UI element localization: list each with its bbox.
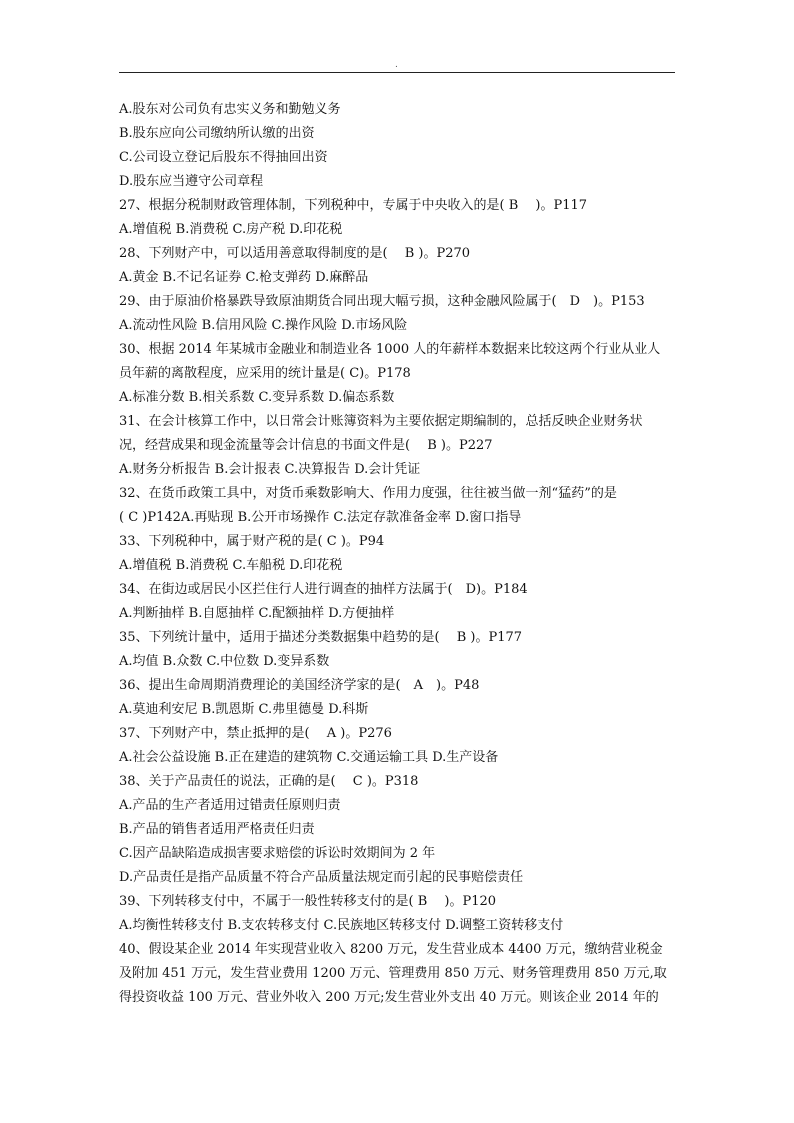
question-37: 37、下列财产中，禁止抵押的是( A )。P276 [119, 726, 392, 741]
question-40-line-1: 40、假设某企业 2014 年实现营业收入 8200 万元，发生营业成本 4400 万元，缴纳营业税金 [119, 942, 663, 957]
question-29: 29、由于原油价格暴跌导致原油期货合同出现大幅亏损，这种金融风险属于( D )。P153 [119, 294, 645, 309]
question-33: 33、下列税种中，属于财产税的是( C )。P94 [119, 534, 385, 549]
question-37-options: A.社会公益设施 B.正在建造的建筑物 C.交通运输工具 D.生产设备 [119, 750, 499, 765]
question-32-line-2: ( C )P142A.再贴现 B.公开市场操作 C.法定存款准备金率 D.窗口指导 [119, 510, 522, 525]
question-35: 35、下列统计量中，适用于描述分类数据集中趋势的是( B )。P177 [119, 630, 523, 645]
question-33-options: A.增值税 B.消费税 C.车船税 D.印花税 [119, 558, 343, 573]
option-b-text: B.股东应向公司缴纳所认缴的出资 [119, 126, 315, 141]
question-28: 28、下列财产中，可以适用善意取得制度的是( B )。P270 [119, 246, 471, 261]
question-32-line-1: 32、在货币政策工具中，对货币乘数影响大、作用力度强，往往被当做一剂“猛药”的是 [119, 486, 617, 501]
option-d-text: D.股东应当遵守公司章程 [119, 174, 264, 189]
question-38-option-b: B.产品的销售者适用严格责任归责 [119, 822, 315, 837]
question-27-options: A.增值税 B.消费税 C.房产税 D.印花税 [119, 222, 343, 237]
question-40-line-2: 及附加 451 万元，发生营业费用 1200 万元、管理费用 850 万元、财务管理费用 850 万元,取 [119, 966, 667, 981]
question-38: 38、关于产品责任的说法，正确的是( C )。P318 [119, 774, 419, 789]
question-31-line-1: 31、在会计核算工作中，以日常会计账簿资料为主要依据定期编制的，总括反映企业财务状 [119, 414, 643, 429]
question-30-line-1: 30、根据 2014 年某城市金融业和制造业各 1000 人的年薪样本数据来比较这两个行业从业人 [119, 342, 661, 357]
question-30-line-2: 员年薪的离散程度，应采用的统计量是( C)。P178 [119, 366, 411, 381]
question-29-options: A.流动性风险 B.信用风险 C.操作风险 D.市场风险 [119, 318, 408, 333]
question-38-option-a: A.产品的生产者适用过错责任原则归责 [119, 798, 341, 813]
option-c-text: C.公司设立登记后股东不得抽回出资 [119, 150, 328, 165]
question-35-options: A.均值 B.众数 C.中位数 D.变异系数 [119, 654, 330, 669]
question-38-option-d: D.产品责任是指产品质量不符合产品质量法规定而引起的民事赔偿责任 [119, 870, 524, 885]
header-rule [119, 72, 675, 73]
question-40-line-3: 得投资收益 100 万元、营业外收入 200 万元;发生营业外支出 40 万元。则该企业 2014 年的 [119, 990, 659, 1005]
question-34-options: A.判断抽样 B.自愿抽样 C.配额抽样 D.方便抽样 [119, 606, 395, 621]
header-mark: . [395, 60, 398, 70]
question-36-options: A.莫迪利安尼 B.凯恩斯 C.弗里德曼 D.科斯 [119, 702, 369, 717]
question-39-options: A.均衡性转移支付 B.支农转移支付 C.民族地区转移支付 D.调整工资转移支付 [119, 918, 564, 933]
question-28-options: A.黄金 B.不记名证券 C.枪支弹药 D.麻醉品 [119, 270, 369, 285]
document-body [119, 98, 679, 1010]
question-34: 34、在街边或居民小区拦住行人进行调查的抽样方法属于( D)。P184 [119, 582, 528, 597]
question-31-line-2: 况，经营成果和现金流量等会计信息的书面文件是( B )。P227 [119, 438, 493, 453]
question-30-options: A.标准分数 B.相关系数 C.变异系数 D.偏态系数 [119, 390, 395, 405]
question-31-options: A.财务分析报告 B.会计报表 C.决算报告 D.会计凭证 [119, 462, 421, 477]
question-36: 36、提出生命周期消费理论的美国经济学家的是( A )。P48 [119, 678, 480, 693]
question-39: 39、下列转移支付中，不属于一般性转移支付的是( B )。P120 [119, 894, 497, 909]
question-38-option-c: C.因产品缺陷造成损害要求赔偿的诉讼时效期间为 2 年 [119, 846, 436, 861]
option-a-text: A.股东对公司负有忠实义务和勤勉义务 [119, 102, 341, 117]
question-27: 27、根据分税制财政管理体制，下列税种中，专属于中央收入的是( B )。P117 [119, 198, 588, 213]
